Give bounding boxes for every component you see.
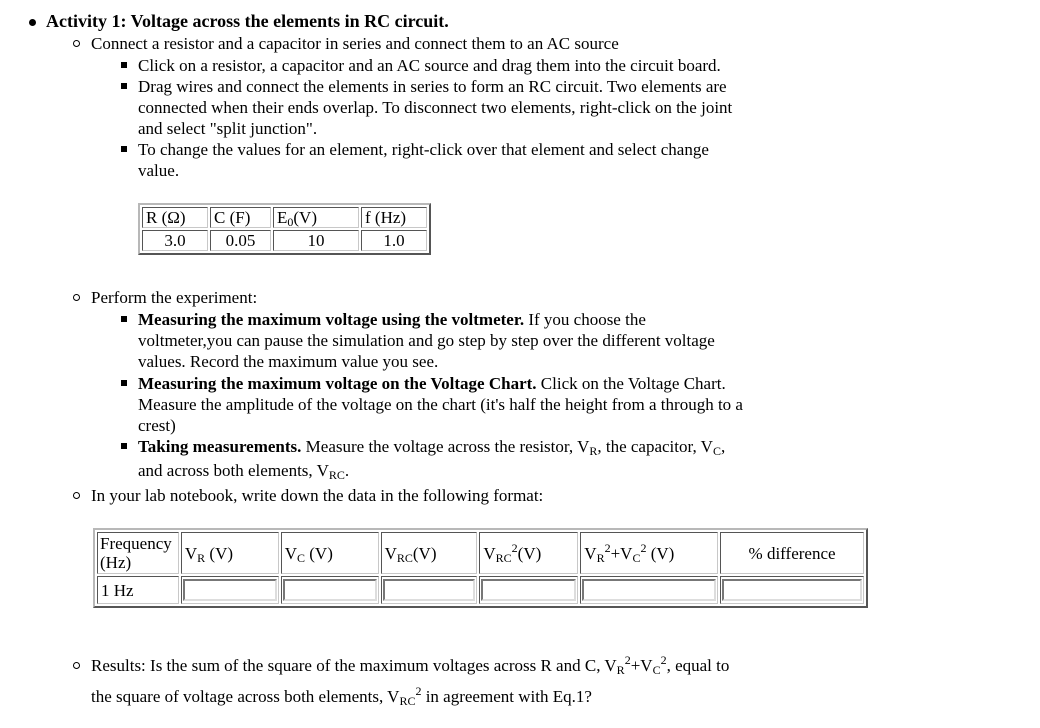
header-vrc2-sub: RC bbox=[495, 550, 512, 565]
measure3-text-a: Measure the voltage across the resistor, V bbox=[301, 437, 590, 456]
measure1-heading: Measuring the maximum voltage using the voltmeter. bbox=[138, 310, 525, 329]
header-frequency bbox=[97, 532, 179, 574]
bullet-disc-icon bbox=[29, 19, 36, 26]
results-sup-c: 2 bbox=[660, 653, 667, 667]
cell-sum-squares[interactable] bbox=[580, 576, 718, 604]
cell-vrc-squared[interactable] bbox=[479, 576, 578, 604]
header-vr-symbol: V bbox=[184, 543, 198, 563]
header-vrc bbox=[381, 532, 478, 574]
header-vc bbox=[281, 532, 379, 574]
bullet-circle-icon bbox=[73, 662, 80, 669]
header-e0-unit: (V) bbox=[293, 208, 317, 227]
header-frequency-line1: Frequency bbox=[100, 534, 172, 553]
bullet-square-icon bbox=[121, 146, 127, 152]
header-vc-symbol: V bbox=[284, 543, 297, 563]
empty-cell-box[interactable] bbox=[183, 579, 277, 601]
header-sum-sup-r: 2 bbox=[604, 540, 611, 555]
cell-vrc[interactable] bbox=[381, 576, 478, 604]
bullet-square-icon bbox=[121, 83, 127, 89]
empty-cell-box[interactable] bbox=[283, 579, 377, 601]
header-vrc-sub: RC bbox=[396, 550, 413, 565]
empty-cell-box[interactable] bbox=[582, 579, 716, 601]
row-frequency: 1 Hz bbox=[97, 576, 179, 604]
bullet-square-icon bbox=[121, 380, 127, 386]
step1-text: Connect a resistor and a capacitor in series and connect them to an AC source bbox=[91, 34, 619, 53]
measure2-heading: Measuring the maximum voltage on the Voltage Chart. bbox=[138, 374, 537, 393]
header-vr-unit: (V) bbox=[205, 543, 234, 563]
measure3-sub-c: C bbox=[712, 444, 721, 458]
header-vc-sub: C bbox=[297, 550, 306, 565]
results-text-d: the square of voltage across both elements, V bbox=[91, 687, 400, 706]
step1-item-3-line1: To change the values for an element, right-click over that element and select change bbox=[138, 140, 709, 159]
header-vrc-symbol: V bbox=[384, 543, 397, 563]
measure2-line2: Measure the amplitude of the voltage on the chart (it's half the height from a through to a bbox=[138, 395, 743, 414]
header-percent-difference: % difference bbox=[720, 532, 864, 574]
header-c: C (F) bbox=[210, 207, 271, 228]
parameters-table bbox=[138, 203, 431, 255]
measure3-text-d: and across both elements, V bbox=[138, 461, 329, 480]
header-r: R (Ω) bbox=[142, 207, 208, 228]
header-sum-unit: (V) bbox=[646, 543, 675, 563]
measure3-text-c: , bbox=[720, 437, 726, 456]
header-sum-plus: +V bbox=[610, 543, 633, 563]
header-sum-symbol: V bbox=[584, 543, 597, 563]
results-sup-r: 2 bbox=[624, 653, 631, 667]
results-sup-rc: 2 bbox=[415, 684, 422, 698]
results-sub-c: C bbox=[652, 663, 661, 677]
empty-cell-box[interactable] bbox=[383, 579, 476, 601]
measure3-text-e: . bbox=[344, 461, 350, 480]
measure1-line1 bbox=[138, 309, 646, 330]
results-line1 bbox=[91, 655, 729, 676]
step1-item-2-line2: connected when their ends overlap. To disconnect two elements, right-click on the joint bbox=[138, 98, 733, 117]
header-sum-sup-c: 2 bbox=[640, 540, 647, 555]
results-text-c: , equal to bbox=[666, 656, 730, 675]
header-vrc2-symbol: V bbox=[483, 543, 496, 563]
results-text-b: +V bbox=[630, 656, 653, 675]
header-e0-symbol: E bbox=[277, 208, 288, 227]
results-line2 bbox=[91, 686, 592, 707]
empty-cell-box[interactable] bbox=[722, 579, 862, 601]
measure2-line3: crest) bbox=[138, 416, 176, 435]
parameters-value-row bbox=[142, 230, 427, 251]
measure2-text: Click on the Voltage Chart. bbox=[536, 374, 726, 393]
data-table bbox=[93, 528, 868, 608]
header-vc-unit: (V) bbox=[305, 543, 333, 563]
cell-vr[interactable] bbox=[181, 576, 279, 604]
measure3-sub-r: R bbox=[589, 444, 598, 458]
header-vrc2-unit: (V) bbox=[517, 543, 542, 563]
header-e0-sub: 0 bbox=[287, 215, 294, 229]
activity-title: Activity 1: Voltage across the elements in RC circuit. bbox=[46, 11, 449, 31]
header-sum-sub-r: R bbox=[596, 550, 605, 565]
header-vrc-squared bbox=[479, 532, 578, 574]
results-sub-rc: RC bbox=[399, 694, 416, 708]
parameters-header-row bbox=[142, 207, 427, 228]
measure3-heading: Taking measurements. bbox=[138, 437, 302, 456]
measure1-text: If you choose the bbox=[524, 310, 646, 329]
measure3-sub-rc: RC bbox=[328, 468, 345, 482]
step3-text: In your lab notebook, write down the data in the following format: bbox=[91, 486, 544, 505]
header-f: f (Hz) bbox=[361, 207, 427, 228]
header-e0 bbox=[273, 207, 359, 228]
header-sum-sub-c: C bbox=[632, 550, 641, 565]
value-r: 3.0 bbox=[142, 230, 208, 251]
value-c: 0.05 bbox=[210, 230, 271, 251]
header-sum-squares bbox=[580, 532, 718, 574]
bullet-circle-icon bbox=[73, 492, 80, 499]
step1-item-1: Click on a resistor, a capacitor and an AC source and drag them into the circuit board. bbox=[138, 56, 721, 75]
step1-item-2-line3: and select "split junction". bbox=[138, 119, 318, 138]
step1-item-3-line2: value. bbox=[138, 161, 180, 180]
bullet-circle-icon bbox=[73, 40, 80, 47]
step1-item-2-line1: Drag wires and connect the elements in series to form an RC circuit. Two elements are bbox=[138, 77, 727, 96]
value-f: 1.0 bbox=[361, 230, 427, 251]
data-row-1hz bbox=[97, 576, 864, 604]
results-text-e: in agreement with Eq.1? bbox=[421, 687, 592, 706]
measure3-line1 bbox=[138, 436, 725, 457]
cell-vc[interactable] bbox=[281, 576, 379, 604]
empty-cell-box[interactable] bbox=[481, 579, 576, 601]
header-frequency-line2: (Hz) bbox=[100, 553, 132, 572]
measure1-line3: values. Record the maximum value you see. bbox=[138, 352, 439, 371]
header-vrc-unit: (V) bbox=[412, 543, 437, 563]
bullet-square-icon bbox=[121, 443, 127, 449]
measure2-line1 bbox=[138, 373, 726, 394]
header-vrc2-sup: 2 bbox=[511, 540, 518, 555]
value-e0: 10 bbox=[273, 230, 359, 251]
measure3-line2 bbox=[138, 460, 349, 481]
bullet-circle-icon bbox=[73, 294, 80, 301]
data-header-row bbox=[97, 532, 864, 574]
cell-percent-difference[interactable] bbox=[720, 576, 864, 604]
results-text-a: Results: Is the sum of the square of the maximum voltages across R and C, V bbox=[91, 656, 617, 675]
results-sub-r: R bbox=[616, 663, 625, 677]
header-vr bbox=[181, 532, 279, 574]
bullet-square-icon bbox=[121, 316, 127, 322]
measure1-line2: voltmeter,you can pause the simulation and go step by step over the different voltage bbox=[138, 331, 715, 350]
bullet-square-icon bbox=[121, 62, 127, 68]
step2-text: Perform the experiment: bbox=[91, 288, 258, 307]
measure3-text-b: , the capacitor, V bbox=[597, 437, 713, 456]
header-vr-sub: R bbox=[197, 550, 206, 565]
